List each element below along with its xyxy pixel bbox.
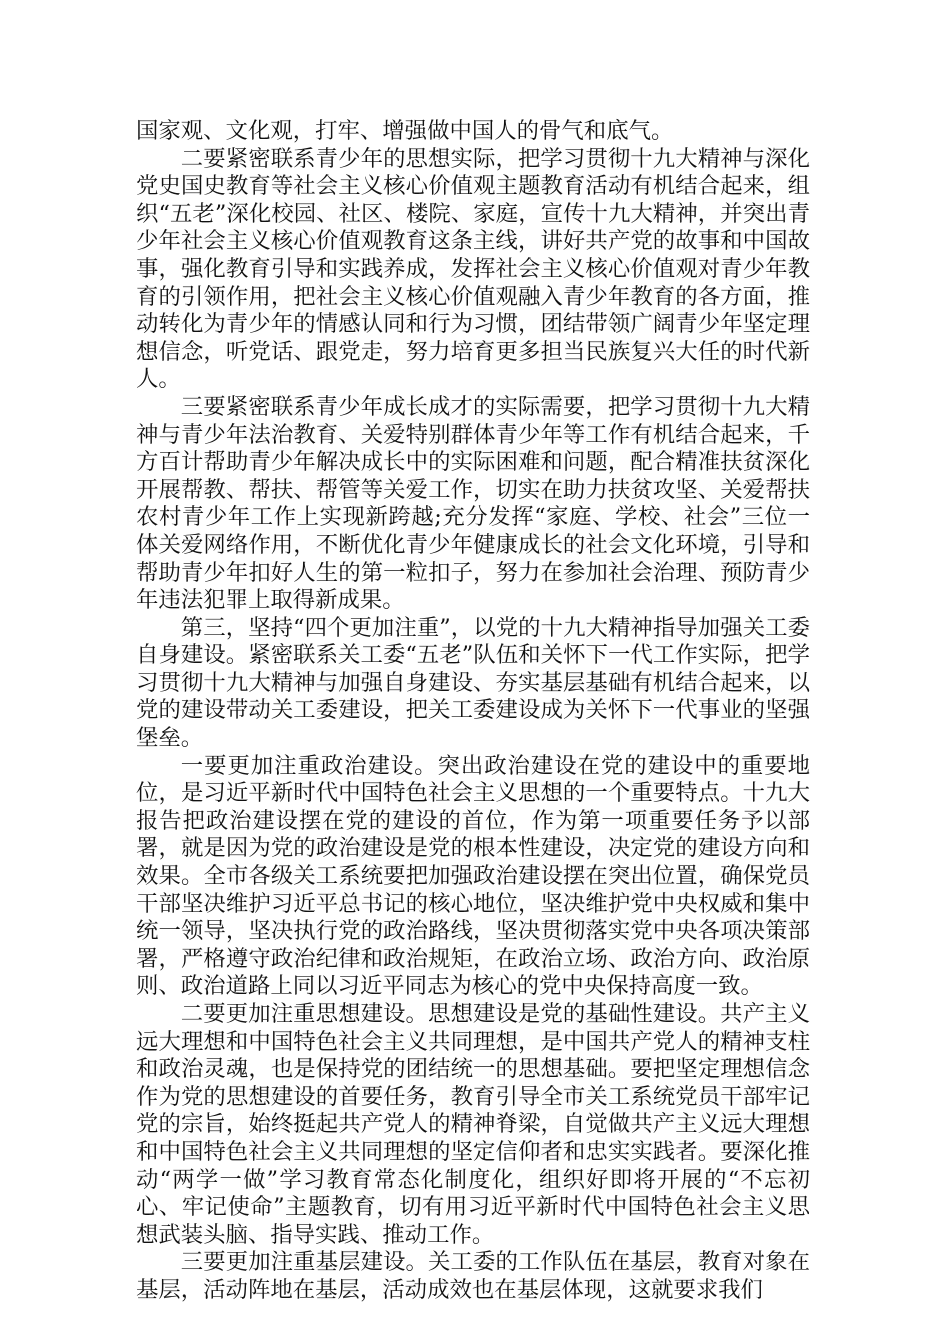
paragraph-grassroots-building: 三要更加注重基层建设。关工委的工作队伍在基层，教育对象在基层，活动阵地在基层，活动成效也在基层体现，这就要求我们	[136, 1249, 810, 1303]
paragraph-continuation: 国家观、文化观，打牢、增强做中国人的骨气和底气。	[136, 118, 674, 144]
document-body	[136, 118, 810, 1305]
paragraph-youth-growth: 三要紧密联系青少年成长成才的实际需要，把学习贯彻十九大精神与青少年法治教育、关爱特别群体青少年等工作有机结合起来，千方百计帮助青少年解决成长中的实际困难和问题，配合精准扶贫深化开展帮教、帮扶、帮管等关爱工作，切实在助力扶贫攻坚、关爱帮扶农村青少年工作上实现新跨越;充分发挥“家庭、学校、社会”三位一体关爱网络作用，不断优化青少年健康成长的社会文化环境，引导和帮助青少年扣好人生的第一粒扣子，努力在参加社会治理、预防青少年违法犯罪上取得新成果。	[136, 393, 810, 614]
paragraph-political-building: 一要更加注重政治建设。突出政治建设在党的建设中的重要地位，是习近平新时代中国特色社会主义思想的一个重要特点。十九大报告把政治建设摆在党的建设的首位，作为第一项重要任务予以部署，就是因为党的政治建设是党的根本性建设，决定党的建设方向和效果。全市各级关工系统要把加强政治建设摆在突出位置，确保党员干部坚决维护习近平总书记的核心地位，坚决维护党中央权威和集中统一领导，坚决执行党的政治路线，坚决贯彻落实党中央各项决策部署，严格遵守政治纪律和政治规矩，在政治立场、政治方向、政治原则、政治道路上同以习近平同志为核心的党中央保持高度一致。	[136, 752, 810, 1000]
paragraph-third-point: 第三，坚持“四个更加注重”，以党的十九大精神指导加强关工委自身建设。紧密联系关工委“五老”队伍和关怀下一代工作实际，把学习贯彻十九大精神与加强自身建设、夯实基层基础有机结合起来，以党的建设带动关工委建设，把关工委建设成为关怀下一代事业的坚强堡垒。	[136, 614, 810, 752]
paragraph-youth-thought: 二要紧密联系青少年的思想实际，把学习贯彻十九大精神与深化党史国史教育等社会主义核心价值观主题教育活动有机结合起来，组织“五老”深化校园、社区、楼院、家庭，宣传十九大精神，并突出青少年社会主义核心价值观教育这条主线，讲好共产党的故事和中国故事，强化教育引导和实践养成，发挥社会主义核心价值观对青少年教育的引领作用，把社会主义核心价值观融入青少年教育的各方面，推动转化为青少年的情感认同和行为习惯，团结带领广阔青少年坚定理想信念，听党话、跟党走，努力培育更多担当民族复兴大任的时代新人。	[136, 145, 810, 393]
paragraph-ideological-building: 二要更加注重思想建设。思想建设是党的基础性建设。共产主义远大理想和中国特色社会主义共同理想，是中国共产党人的精神支柱和政治灵魂，也是保持党的团结统一的思想基础。要把坚定理想信念作为党的思想建设的首要任务，教育引导全市关工系统党员干部牢记党的宗旨，始终挺起共产党人的精神脊梁，自觉做共产主义远大理想和中国特色社会主义共同理想的坚定信仰者和忠实实践者。要深化推动“两学一做”学习教育常态化制度化，组织好即将开展的“不忘初心、牢记使命”主题教育，切有用习近平新时代中国特色社会主义思想武装头脑、指导实践、推动工作。	[136, 1001, 810, 1248]
